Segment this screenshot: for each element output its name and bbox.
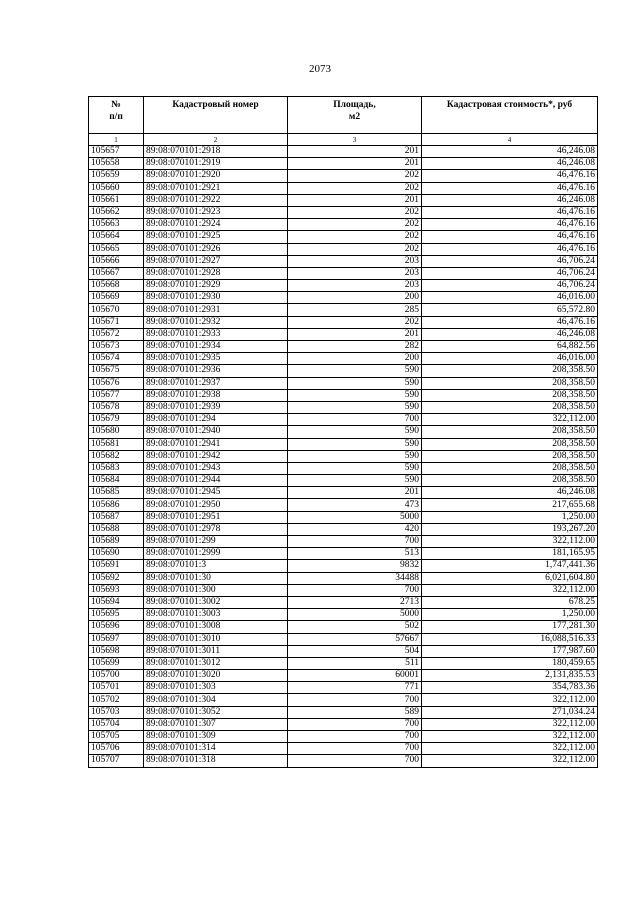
area-cell: 2713 [288, 596, 422, 608]
cadastral-cost-cell: 193,267.20 [422, 523, 598, 535]
row-number-cell: 105682 [89, 450, 144, 462]
table-row [89, 414, 598, 426]
table-row [89, 182, 598, 194]
cadastral-number-cell: 89:08:070101:2931 [144, 304, 288, 316]
cadastral-number-cell: 89:08:070101:2925 [144, 231, 288, 243]
table-row [89, 645, 598, 657]
cadastral-number-cell: 89:08:070101:318 [144, 755, 288, 767]
table-row [89, 511, 598, 523]
cadastral-cost-cell: 65,572.80 [422, 304, 598, 316]
cadastral-cost-cell: 2,131,835.53 [422, 670, 598, 682]
area-cell: 590 [288, 426, 422, 438]
area-cell: 700 [288, 584, 422, 596]
table-row [89, 755, 598, 767]
table-row [89, 584, 598, 596]
area-cell: 513 [288, 548, 422, 560]
header-cost-label: Кадастровая стоимость*, руб [446, 100, 573, 110]
table-row [89, 718, 598, 730]
table-row [89, 280, 598, 292]
page-number: 2073 [309, 63, 331, 75]
row-number-cell: 105705 [89, 731, 144, 743]
table-row [89, 243, 598, 255]
row-number-cell: 105673 [89, 341, 144, 353]
row-number-cell: 105660 [89, 182, 144, 194]
row-number-cell: 105664 [89, 231, 144, 243]
area-cell: 202 [288, 243, 422, 255]
table-row [89, 158, 598, 170]
cadastral-number-cell: 89:08:070101:2927 [144, 255, 288, 267]
column-number: 1 [89, 134, 144, 146]
cadastral-cost-cell: 208,358.50 [422, 475, 598, 487]
header-cadastral-number [144, 97, 288, 134]
row-number-cell: 105663 [89, 219, 144, 231]
column-number: 2 [144, 134, 288, 146]
row-number-cell: 105685 [89, 487, 144, 499]
table-row [89, 353, 598, 365]
cadastral-number-cell: 89:08:070101:3002 [144, 596, 288, 608]
area-cell: 203 [288, 267, 422, 279]
table-header [89, 97, 598, 146]
table-row [89, 206, 598, 218]
table-row [89, 267, 598, 279]
cadastral-number-cell: 89:08:070101:2934 [144, 341, 288, 353]
column-number-row [89, 134, 598, 146]
cadastral-number-cell: 89:08:070101:3012 [144, 657, 288, 669]
table-row [89, 194, 598, 206]
table-row [89, 548, 598, 560]
area-cell: 57667 [288, 633, 422, 645]
table-row [89, 231, 598, 243]
cadastral-cost-cell: 1,250.00 [422, 609, 598, 621]
cadastral-number-cell: 89:08:070101:3 [144, 560, 288, 572]
table-row [89, 657, 598, 669]
table-row [89, 694, 598, 706]
row-number-cell: 105700 [89, 670, 144, 682]
cadastral-number-cell: 89:08:070101:2938 [144, 389, 288, 401]
cadastral-number-cell: 89:08:070101:303 [144, 682, 288, 694]
area-cell: 700 [288, 414, 422, 426]
cadastral-cost-cell: 46,706.24 [422, 267, 598, 279]
row-number-cell: 105701 [89, 682, 144, 694]
area-cell: 473 [288, 499, 422, 511]
table-row [89, 743, 598, 755]
cadastral-number-cell: 89:08:070101:3052 [144, 706, 288, 718]
row-number-cell: 105694 [89, 596, 144, 608]
area-cell: 201 [288, 328, 422, 340]
cadastral-cost-cell: 208,358.50 [422, 365, 598, 377]
area-cell: 700 [288, 694, 422, 706]
row-number-cell: 105687 [89, 511, 144, 523]
cadastral-number-cell: 89:08:070101:2932 [144, 316, 288, 328]
cadastral-cost-cell: 322,112.00 [422, 743, 598, 755]
cadastral-number-cell: 89:08:070101:3003 [144, 609, 288, 621]
cadastral-cost-cell: 208,358.50 [422, 377, 598, 389]
area-cell: 590 [288, 389, 422, 401]
cadastral-number-cell: 89:08:070101:2935 [144, 353, 288, 365]
table-row [89, 170, 598, 182]
row-number-cell: 105691 [89, 560, 144, 572]
table-row [89, 706, 598, 718]
table-row [89, 731, 598, 743]
area-cell: 200 [288, 353, 422, 365]
cadastral-number-cell: 89:08:070101:2926 [144, 243, 288, 255]
cadastral-number-cell: 89:08:070101:2924 [144, 219, 288, 231]
cadastral-cost-cell: 208,358.50 [422, 438, 598, 450]
cadastral-cost-cell: 180,459.65 [422, 657, 598, 669]
area-cell: 202 [288, 182, 422, 194]
table-row [89, 389, 598, 401]
row-number-cell: 105671 [89, 316, 144, 328]
cadastral-cost-cell: 46,476.16 [422, 231, 598, 243]
cadastral-cost-cell: 322,112.00 [422, 731, 598, 743]
row-number-cell: 105690 [89, 548, 144, 560]
cadastral-cost-cell: 46,476.16 [422, 170, 598, 182]
cadastral-number-cell: 89:08:070101:2950 [144, 499, 288, 511]
cadastral-cost-cell: 46,476.16 [422, 219, 598, 231]
row-number-cell: 105666 [89, 255, 144, 267]
row-number-cell: 105699 [89, 657, 144, 669]
area-cell: 700 [288, 743, 422, 755]
row-number-cell: 105689 [89, 536, 144, 548]
cadastral-cost-cell: 1,747,441.36 [422, 560, 598, 572]
cadastral-cost-cell: 46,246.08 [422, 487, 598, 499]
area-cell: 590 [288, 365, 422, 377]
cadastral-cost-cell: 208,358.50 [422, 462, 598, 474]
table-row [89, 401, 598, 413]
cadastral-cost-cell: 46,706.24 [422, 255, 598, 267]
cadastral-number-cell: 89:08:070101:2940 [144, 426, 288, 438]
cadastral-number-cell: 89:08:070101:2918 [144, 146, 288, 158]
cadastral-cost-cell: 46,476.16 [422, 182, 598, 194]
column-number: 3 [288, 134, 422, 146]
cadastral-cost-cell: 322,112.00 [422, 536, 598, 548]
row-number-cell: 105668 [89, 280, 144, 292]
area-cell: 203 [288, 255, 422, 267]
cadastral-cost-cell: 208,358.50 [422, 389, 598, 401]
area-cell: 590 [288, 475, 422, 487]
header-number [89, 97, 144, 134]
row-number-cell: 105684 [89, 475, 144, 487]
row-number-cell: 105706 [89, 743, 144, 755]
row-number-cell: 105696 [89, 621, 144, 633]
cadastral-cost-cell: 46,246.08 [422, 194, 598, 206]
area-cell: 60001 [288, 670, 422, 682]
cadastral-cost-cell: 322,112.00 [422, 718, 598, 730]
area-cell: 201 [288, 487, 422, 499]
row-number-cell: 105707 [89, 755, 144, 767]
table-row [89, 146, 598, 158]
cadastral-cost-cell: 208,358.50 [422, 426, 598, 438]
table-row [89, 219, 598, 231]
area-cell: 282 [288, 341, 422, 353]
table-row [89, 670, 598, 682]
table-row [89, 438, 598, 450]
cadastral-number-cell: 89:08:070101:2941 [144, 438, 288, 450]
row-number-cell: 105680 [89, 426, 144, 438]
cadastral-number-cell: 89:08:070101:2951 [144, 511, 288, 523]
area-cell: 420 [288, 523, 422, 535]
table-row [89, 316, 598, 328]
cadastral-cost-cell: 322,112.00 [422, 584, 598, 596]
cadastral-number-cell: 89:08:070101:2923 [144, 206, 288, 218]
cadastral-number-cell: 89:08:070101:2944 [144, 475, 288, 487]
row-number-cell: 105657 [89, 146, 144, 158]
cadastral-number-cell: 89:08:070101:2978 [144, 523, 288, 535]
cadastral-cost-cell: 181,165.95 [422, 548, 598, 560]
row-number-cell: 105703 [89, 706, 144, 718]
row-number-cell: 105688 [89, 523, 144, 535]
row-number-cell: 105661 [89, 194, 144, 206]
cadastral-number-cell: 89:08:070101:299 [144, 536, 288, 548]
row-number-cell: 105659 [89, 170, 144, 182]
cadastral-number-cell: 89:08:070101:309 [144, 731, 288, 743]
area-cell: 590 [288, 401, 422, 413]
table-body [89, 146, 598, 768]
table-row [89, 682, 598, 694]
cadastral-number-cell: 89:08:070101:2939 [144, 401, 288, 413]
cadastral-cost-cell: 6,021,604.80 [422, 572, 598, 584]
row-number-cell: 105697 [89, 633, 144, 645]
table-row [89, 499, 598, 511]
row-number-cell: 105662 [89, 206, 144, 218]
area-cell: 511 [288, 657, 422, 669]
header-number-label: п/п [109, 112, 123, 122]
cadastral-number-cell: 89:08:070101:2930 [144, 292, 288, 304]
cadastral-cost-cell: 16,088,516.33 [422, 633, 598, 645]
header-area [288, 97, 422, 134]
row-number-cell: 105679 [89, 414, 144, 426]
table-row [89, 523, 598, 535]
cadastral-cost-cell: 46,476.16 [422, 206, 598, 218]
header-number-symbol: № [111, 100, 121, 110]
table-row [89, 475, 598, 487]
table-row [89, 609, 598, 621]
area-cell: 700 [288, 718, 422, 730]
cadastral-number-cell: 89:08:070101:300 [144, 584, 288, 596]
area-cell: 201 [288, 158, 422, 170]
area-cell: 589 [288, 706, 422, 718]
area-cell: 700 [288, 731, 422, 743]
area-cell: 202 [288, 170, 422, 182]
cadastral-cost-cell: 46,706.24 [422, 280, 598, 292]
cadastral-cost-cell: 271,034.24 [422, 706, 598, 718]
cadastral-cost-cell: 46,246.08 [422, 146, 598, 158]
cadastral-cost-cell: 322,112.00 [422, 694, 598, 706]
cadastral-number-cell: 89:08:070101:3008 [144, 621, 288, 633]
cadastral-number-cell: 89:08:070101:3020 [144, 670, 288, 682]
area-cell: 590 [288, 377, 422, 389]
area-cell: 700 [288, 536, 422, 548]
row-number-cell: 105672 [89, 328, 144, 340]
cadastral-cost-cell: 177,281.30 [422, 621, 598, 633]
row-number-cell: 105658 [89, 158, 144, 170]
table-row [89, 365, 598, 377]
cadastral-cost-cell: 64,882.56 [422, 341, 598, 353]
row-number-cell: 105674 [89, 353, 144, 365]
table-row [89, 341, 598, 353]
row-number-cell: 105698 [89, 645, 144, 657]
table-row [89, 255, 598, 267]
row-number-cell: 105677 [89, 389, 144, 401]
area-cell: 9832 [288, 560, 422, 572]
row-number-cell: 105695 [89, 609, 144, 621]
table-row [89, 572, 598, 584]
cadastral-number-cell: 89:08:070101:2933 [144, 328, 288, 340]
row-number-cell: 105669 [89, 292, 144, 304]
table-row [89, 328, 598, 340]
area-cell: 590 [288, 450, 422, 462]
row-number-cell: 105665 [89, 243, 144, 255]
header-row [89, 97, 598, 134]
cadastral-number-cell: 89:08:070101:3011 [144, 645, 288, 657]
cadastral-cost-cell: 678.25 [422, 596, 598, 608]
cadastral-number-cell: 89:08:070101:2942 [144, 450, 288, 462]
row-number-cell: 105702 [89, 694, 144, 706]
area-cell: 5000 [288, 609, 422, 621]
table-row [89, 621, 598, 633]
cadastral-cost-cell: 46,246.08 [422, 328, 598, 340]
cadastral-cost-cell: 46,246.08 [422, 158, 598, 170]
cadastral-number-cell: 89:08:070101:294 [144, 414, 288, 426]
cadastral-cost-cell: 1,250.00 [422, 511, 598, 523]
table-row [89, 596, 598, 608]
cadastral-number-cell: 89:08:070101:2922 [144, 194, 288, 206]
cadastral-number-cell: 89:08:070101:2928 [144, 267, 288, 279]
table-row [89, 487, 598, 499]
cadastral-number-cell: 89:08:070101:2920 [144, 170, 288, 182]
area-cell: 771 [288, 682, 422, 694]
area-cell: 700 [288, 755, 422, 767]
cadastral-cost-cell: 322,112.00 [422, 414, 598, 426]
cadastral-cost-cell: 354,783.36 [422, 682, 598, 694]
header-cadastral-cost [422, 97, 598, 134]
header-cadastral-label: Кадастровый номер [172, 100, 259, 110]
area-cell: 201 [288, 194, 422, 206]
table-row [89, 462, 598, 474]
row-number-cell: 105704 [89, 718, 144, 730]
area-cell: 203 [288, 280, 422, 292]
area-cell: 202 [288, 219, 422, 231]
table-row [89, 450, 598, 462]
cadastral-cost-cell: 208,358.50 [422, 401, 598, 413]
cadastral-number-cell: 89:08:070101:2999 [144, 548, 288, 560]
cadastral-table [88, 96, 598, 768]
area-cell: 202 [288, 231, 422, 243]
area-cell: 590 [288, 438, 422, 450]
area-cell: 590 [288, 462, 422, 474]
table-row [89, 633, 598, 645]
cadastral-cost-cell: 46,016.00 [422, 353, 598, 365]
table-row [89, 304, 598, 316]
row-number-cell: 105683 [89, 462, 144, 474]
area-cell: 201 [288, 146, 422, 158]
area-cell: 200 [288, 292, 422, 304]
header-area-label: Площадь, [333, 100, 376, 110]
cadastral-number-cell: 89:08:070101:2936 [144, 365, 288, 377]
cadastral-cost-cell: 177,987.60 [422, 645, 598, 657]
cadastral-number-cell: 89:08:070101:2921 [144, 182, 288, 194]
cadastral-number-cell: 89:08:070101:30 [144, 572, 288, 584]
cadastral-cost-cell: 217,655.68 [422, 499, 598, 511]
cadastral-number-cell: 89:08:070101:304 [144, 694, 288, 706]
cadastral-number-cell: 89:08:070101:2937 [144, 377, 288, 389]
cadastral-number-cell: 89:08:070101:2945 [144, 487, 288, 499]
cadastral-number-cell: 89:08:070101:3010 [144, 633, 288, 645]
table-row [89, 426, 598, 438]
cadastral-number-cell: 89:08:070101:307 [144, 718, 288, 730]
cadastral-cost-cell: 208,358.50 [422, 450, 598, 462]
table-row [89, 377, 598, 389]
row-number-cell: 105675 [89, 365, 144, 377]
table-row [89, 536, 598, 548]
row-number-cell: 105681 [89, 438, 144, 450]
row-number-cell: 105676 [89, 377, 144, 389]
area-cell: 285 [288, 304, 422, 316]
row-number-cell: 105693 [89, 584, 144, 596]
row-number-cell: 105678 [89, 401, 144, 413]
row-number-cell: 105670 [89, 304, 144, 316]
area-cell: 34488 [288, 572, 422, 584]
cadastral-cost-cell: 322,112.00 [422, 755, 598, 767]
cadastral-cost-cell: 46,016.00 [422, 292, 598, 304]
cadastral-cost-cell: 46,476.16 [422, 243, 598, 255]
area-cell: 202 [288, 316, 422, 328]
area-cell: 504 [288, 645, 422, 657]
cadastral-number-cell: 89:08:070101:2919 [144, 158, 288, 170]
cadastral-number-cell: 89:08:070101:314 [144, 743, 288, 755]
cadastral-cost-cell: 46,476.16 [422, 316, 598, 328]
row-number-cell: 105667 [89, 267, 144, 279]
row-number-cell: 105686 [89, 499, 144, 511]
row-number-cell: 105692 [89, 572, 144, 584]
area-cell: 202 [288, 206, 422, 218]
area-cell: 502 [288, 621, 422, 633]
cadastral-number-cell: 89:08:070101:2943 [144, 462, 288, 474]
column-number: 4 [422, 134, 598, 146]
area-cell: 5000 [288, 511, 422, 523]
cadastral-number-cell: 89:08:070101:2929 [144, 280, 288, 292]
table-row [89, 560, 598, 572]
table-row [89, 292, 598, 304]
header-area-unit: м2 [348, 112, 361, 122]
